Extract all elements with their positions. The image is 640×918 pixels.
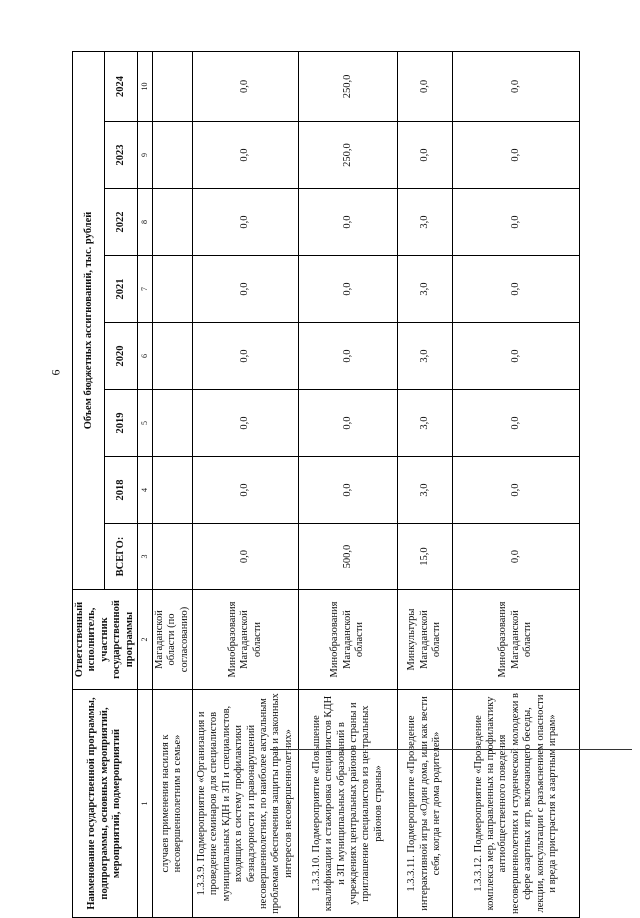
column-index: 10: [137, 51, 152, 121]
value-cell: 0,0: [193, 51, 299, 121]
header-name: Наименование государственной программы, подпрограммы, основных мероприятий, мероприятий, подмероприятий: [73, 690, 138, 918]
footer-rule: [270, 749, 632, 750]
column-index: 1: [137, 690, 152, 918]
value-cell: 3,0: [398, 457, 453, 524]
header-year: 2019: [105, 390, 137, 457]
row-executor: Минкультуры Магаданской области: [398, 590, 453, 690]
value-cell: 0,0: [453, 189, 580, 256]
value-cell: 0,0: [193, 256, 299, 323]
value-cell: 0,0: [453, 457, 580, 524]
table-row: [453, 51, 580, 917]
row-executor: Магаданской области (по согласованию): [152, 590, 192, 690]
header-year: 2022: [105, 189, 137, 256]
value-cell: 0,0: [453, 51, 580, 121]
value-cell: 0,0: [299, 189, 398, 256]
header-year: 2023: [105, 122, 137, 189]
header-year: 2018: [105, 457, 137, 524]
header-executor: Ответственный исполнитель, участник государственной программы: [73, 590, 138, 690]
value-cell: 3,0: [398, 256, 453, 323]
value-cell: 0,0: [299, 457, 398, 524]
value-cell: 0,0: [453, 122, 580, 189]
rotated-table-container: [72, 48, 618, 918]
row-name: 1.3.3.12. Подмероприятие «Проведение комплекса мер, направленных на профилактику антиобщественного поведения несовершеннолетних и студенческой молодежи в сфере азартных игр, включающего беседы, лекции, консультации с разъяснением опасности и вреда пристрастия к азартным играм»: [453, 690, 580, 918]
table-row: [193, 51, 299, 917]
row-executor: Минобразования Магаданской области: [453, 590, 580, 690]
budget-table: [72, 51, 580, 918]
page-number: 6: [48, 369, 63, 376]
header-budget-group: Объем бюджетных ассигнований, тыс. рублей: [73, 51, 105, 589]
value-cell: 0,0: [193, 457, 299, 524]
column-index: 8: [137, 189, 152, 256]
column-index: 5: [137, 390, 152, 457]
table-row: [299, 51, 398, 917]
table-sheet: [72, 48, 618, 918]
column-index: 9: [137, 122, 152, 189]
row-name: 1.3.3.11. Подмероприятие «Проведение интерактивной игры «Один дома, или как вести себя, когда нет дома родителей»: [398, 690, 453, 918]
value-cell: 250,0: [299, 51, 398, 121]
column-index-row: [137, 51, 152, 917]
value-cell: 3,0: [398, 390, 453, 457]
row-executor: Минобразования Магаданской области: [193, 590, 299, 690]
header-year: 2024: [105, 51, 137, 121]
value-cell: 0,0: [398, 122, 453, 189]
value-cell: 0,0: [453, 524, 580, 590]
row-name: 1.3.3.9. Подмероприятие «Организация и проведение семинаров для специалистов муниципальных КДН и ЗП и специалистов, входящих в систему профилактики безнадзорности и правонарушений несовершеннолетних, по наиболее актуальным проблемам обеспечения защиты прав и законных интересов несовершеннолетних»: [193, 690, 299, 918]
value-cell: 0,0: [453, 390, 580, 457]
value-cell: 0,0: [193, 390, 299, 457]
value-cell: 0,0: [193, 189, 299, 256]
column-index: 2: [137, 590, 152, 690]
row-name: случаев применения насилия к несовершеннолетним в семье»: [152, 690, 192, 918]
table-row: [152, 51, 192, 917]
value-cell: 0,0: [193, 122, 299, 189]
column-index: 4: [137, 457, 152, 524]
header-year: 2020: [105, 323, 137, 390]
value-cell: 0,0: [299, 256, 398, 323]
value-cell: 0,0: [398, 51, 453, 121]
value-cell: 0,0: [453, 323, 580, 390]
column-index: 3: [137, 524, 152, 590]
table-row: [398, 51, 453, 917]
value-cell: 250,0: [299, 122, 398, 189]
column-index: 7: [137, 256, 152, 323]
value-cell: 0,0: [193, 323, 299, 390]
header-year: 2021: [105, 256, 137, 323]
column-index: 6: [137, 323, 152, 390]
header-total: ВСЕГО:: [105, 524, 137, 590]
value-cell: 15,0: [398, 524, 453, 590]
value-cell: 0,0: [453, 256, 580, 323]
value-cell: 0,0: [193, 524, 299, 590]
row-executor: Минобразования Магаданской области: [299, 590, 398, 690]
value-cell: 0,0: [299, 390, 398, 457]
row-name: 1.3.3.10. Подмероприятие «Повышение квалификации и стажировка специалистов КДН и ЗП муниципальных образований в учреждениях центральных районов страны и приглашение специалистов из центральных районов страны»: [299, 690, 398, 918]
value-cell: 0,0: [299, 323, 398, 390]
value-cell: 3,0: [398, 323, 453, 390]
value-cell: 3,0: [398, 189, 453, 256]
value-cell: 500,0: [299, 524, 398, 590]
